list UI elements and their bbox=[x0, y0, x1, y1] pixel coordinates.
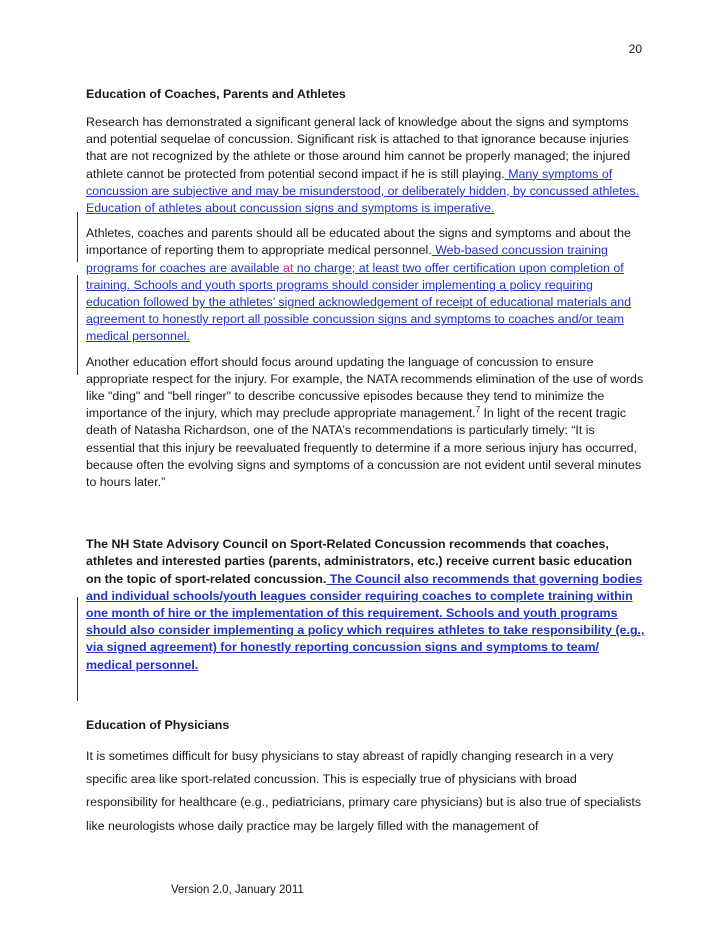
paragraph-education bbox=[86, 225, 646, 345]
footer-version: Version 2.0, January 2011 bbox=[171, 884, 304, 896]
inserted-text-highlight: at bbox=[282, 260, 294, 275]
change-bar bbox=[77, 597, 78, 701]
footnote-ref: 7 bbox=[475, 405, 481, 415]
inserted-text: The Council also recommends that governing bodies and individual schools/youth leagues consider requiring coaches to complete training within one month of hire or the implementation of this requirement. Schools and youth programs should also consider implementing a policy which requires athletes to take responsibility (e.g., via signed agreement) for honestly reporting concussion signs and symptoms to team/ medical personnel. bbox=[86, 571, 645, 672]
recommendation-paragraph bbox=[86, 536, 646, 674]
paragraph-text: Athletes, coaches and parents should all be educated about the signs and symptoms and about the importance of reporting them to appropriate medical personnel. bbox=[86, 226, 631, 258]
paragraph-text: In light of the recent tragic death of Natasha Richardson, one of the NATA’s recommendations is particularly timely: “It is essential that this injury be reevaluated frequently to determine if a more serious injury has occurred, because often the evolving signs and symptoms of a concussion are not evident until several minutes to hours later.” bbox=[86, 406, 642, 490]
section-heading-physicians: Education of Physicians bbox=[86, 717, 230, 732]
inserted-text: Web-based concussion training programs for coaches are available bbox=[86, 243, 608, 275]
paragraph-physicians: It is sometimes difficult for busy physicians to stay abreast of rapidly changing research in a very specific area like sport-related concussion. This is especially true of physicians with broad responsibility for healthcare (e.g., pediatricians, primary care physicians) but is also true of specialists like neurologists whose daily practice may be largely filled with the management of bbox=[86, 748, 642, 833]
change-bar bbox=[77, 275, 78, 375]
paragraph-language bbox=[86, 354, 646, 492]
paragraph-risk bbox=[86, 114, 646, 217]
page-number: 20 bbox=[628, 42, 642, 56]
paragraph-text: Another education effort should focus around updating the language of concussion to ensure appropriate respect for the injury. For example, the NATA recommends elimination of the use of words like "ding" and "bell ringer" to describe concussive episodes because they tend to minimize the importance of the injury, which may preclude appropriate management. bbox=[86, 354, 644, 421]
inserted-text: Many symptoms of concussion are subjective and may be misunderstood, or deliberately hidden, by concussed athletes. Education of athletes about concussion signs and symptoms is imperative. bbox=[86, 166, 640, 216]
paragraph-text: Research has demonstrated a significant general lack of knowledge about the signs and symptoms and potential sequelae of concussion. Significant risk is attached to that ignorance because injuries that are not recognized by the athlete or those around him cannot be properly managed; the injured athlete cannot be protected from potential second impact if he is still playing. bbox=[86, 115, 631, 181]
recommendation-text: The NH State Advisory Council on Sport-Related Concussion recommends that coaches, athletes and interested parties (parents, administrators, etc.) receive current basic education on the topic of sport-related concussion. bbox=[86, 537, 633, 586]
page-content bbox=[86, 85, 646, 846]
change-bar bbox=[77, 212, 78, 262]
inserted-text: no charge; at least two offer certification upon completion of training. Schools and youth sports programs should consider implementing a policy requiring education followed by the athletes’ signed acknowledgement of receipt of educational materials and agreement to honestly report all possible concussion signs and symptoms to coaches and/or team medical personnel. bbox=[86, 260, 632, 344]
section-heading-coaches: Education of Coaches, Parents and Athletes bbox=[86, 87, 346, 101]
